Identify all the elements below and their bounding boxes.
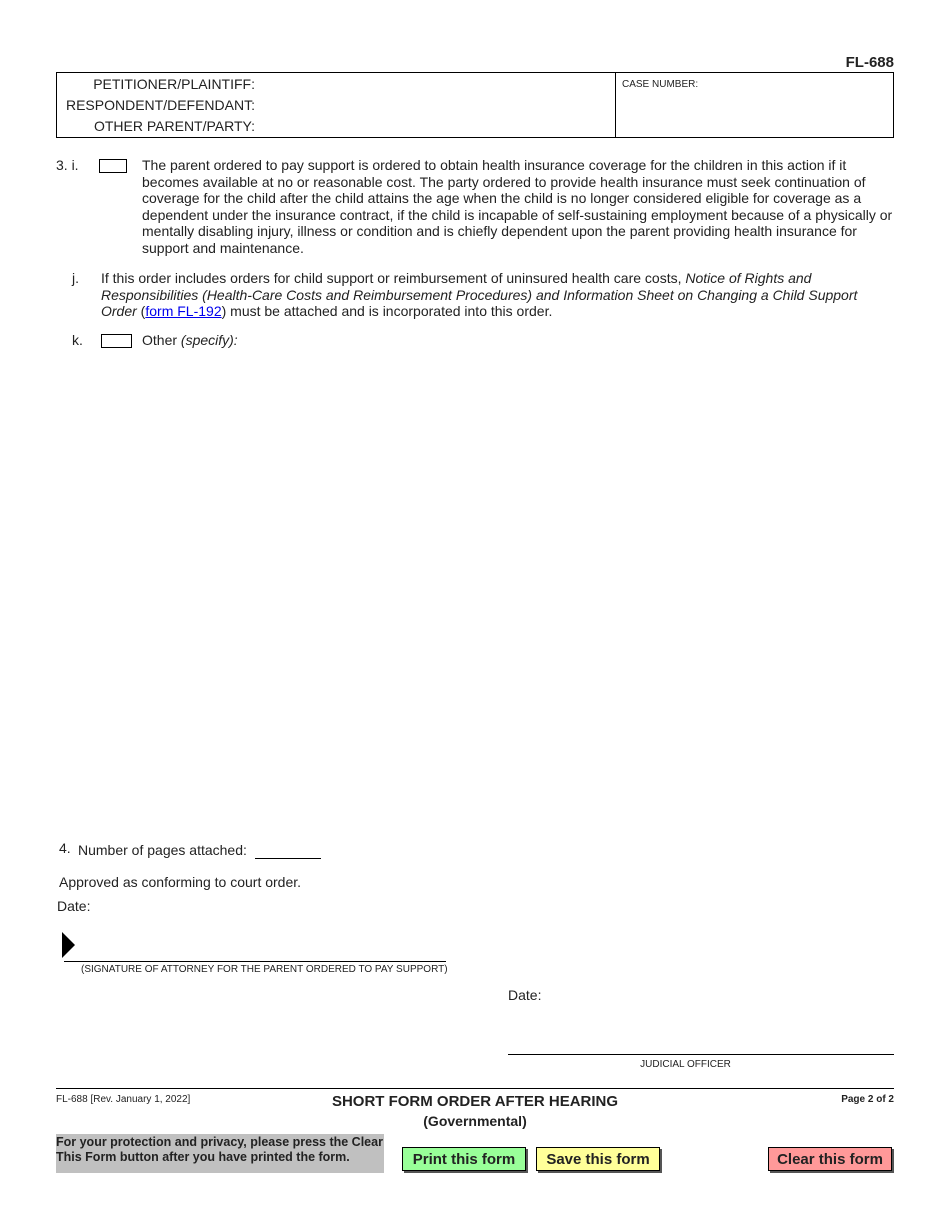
petitioner-label: PETITIONER/PLAINTIFF: [93, 76, 255, 92]
approval-date-label: Date: [57, 898, 91, 914]
case-number-label: CASE NUMBER: [622, 79, 699, 90]
item-3j-text-before: If this order includes orders for child support or reimbursement of uninsured health care costs, [101, 270, 686, 286]
attorney-signature-caption: (SIGNATURE OF ATTORNEY FOR THE PARENT ORDERED TO PAY SUPPORT) [81, 964, 448, 975]
form-fl-192-link[interactable]: form FL-192 [145, 303, 222, 319]
footer-page-number: Page 2 of 2 [841, 1094, 894, 1105]
item-3j-text-after: ) must be attached and is incorporated into this order. [221, 303, 553, 319]
footer-title: SHORT FORM ORDER AFTER HEARING [331, 1093, 619, 1110]
clear-form-button[interactable]: Clear this form [768, 1147, 892, 1171]
privacy-note [56, 1134, 384, 1173]
judicial-officer-caption: JUDICIAL OFFICER [640, 1059, 731, 1070]
item-3-number: 3. i. [56, 157, 79, 173]
item-3i-text: The parent ordered to pay support is ordered to obtain health insurance coverage for the children in this action if it becomes available at no or reasonable cost. The party ordered to provide health insurance must seek continuation of coverage for the child after the child attains the age when the child is no longer considered eligible for coverage as a dependent under the insurance contract, if the child is incapable of self-sustaining employment because of a physically or mentally disabling injury, illness or condition and is chiefly dependent upon the parent providing health insurance for support and maintenance. [142, 157, 893, 256]
footer-subtitle: (Governmental) [423, 1113, 527, 1129]
signature-arrow-icon [62, 932, 76, 958]
attorney-signature-line[interactable] [64, 961, 446, 962]
judicial-date-label: Date: [508, 987, 542, 1003]
item-3k-checkbox[interactable] [101, 334, 132, 348]
item-3j-text [101, 270, 891, 320]
item-3j-letter: j. [72, 270, 79, 286]
item-3k-label [142, 332, 238, 348]
respondent-label: RESPONDENT/DEFENDANT: [65, 97, 255, 113]
item-3i-checkbox[interactable] [99, 159, 127, 173]
item-4-label: Number of pages attached: [78, 842, 247, 858]
item-4-number: 4. [59, 840, 71, 856]
item-3j-paren: ( [136, 303, 146, 319]
save-form-button[interactable]: Save this form [536, 1147, 660, 1171]
judicial-officer-line [508, 1054, 894, 1055]
form-id: FL-688 [845, 54, 894, 71]
footer-rule [56, 1088, 894, 1089]
case-caption [56, 72, 894, 138]
footer-revision: FL-688 [Rev. January 1, 2022] [56, 1094, 191, 1105]
item-3k-specify-field[interactable] [142, 352, 894, 822]
item-3k-other: Other [142, 332, 178, 348]
item-3k-specify: (specify): [180, 332, 238, 348]
judicial-date-field[interactable] [545, 985, 745, 1003]
approval-date-field[interactable] [90, 896, 290, 914]
party-names-cell [57, 73, 616, 137]
pages-attached-field[interactable] [255, 843, 321, 859]
approval-text: Approved as conforming to court order. [59, 874, 302, 890]
item-3k-letter: k. [72, 332, 83, 348]
print-form-button[interactable]: Print this form [402, 1147, 526, 1171]
privacy-note-text: For your protection and privacy, please press the Clear This Form button after you have printed the form. [56, 1135, 383, 1164]
other-parent-label: OTHER PARENT/PARTY: [93, 118, 255, 134]
item-3j-italic-title: Notice of Rights and Responsibilities (Health-Care Costs and Reimbursement Procedures) and Information Sheet on Changing a Child Support Order [101, 270, 858, 319]
